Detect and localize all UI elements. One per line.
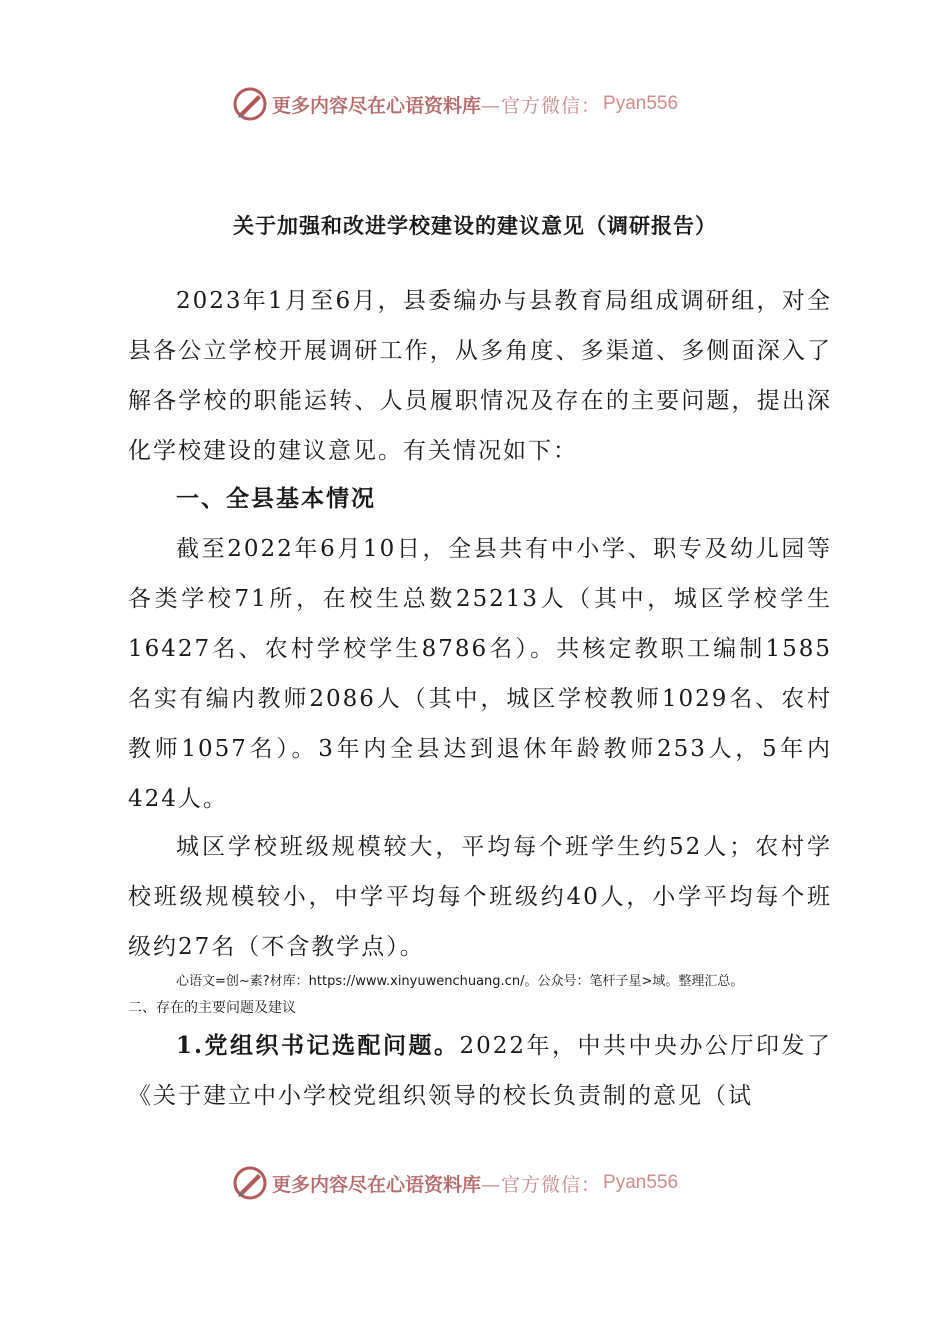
item-1-lead: 1.党组织书记选配问题。 — [176, 1032, 460, 1059]
document-title: 关于加强和改进学校建设的建议意见（调研报告） — [233, 213, 717, 238]
section-1-paragraph-2: 城区学校班级规模较大，平均每个班学生约52人；农村学校班级规模较小，中学平均每个班级约40人，小学平均每个班级约27名（不含教学点）。 — [128, 834, 832, 960]
source-note: 心语文=创~素?材库：https://www.xinyuwenchuang.cn/。公众号：笔杆子星>域。整理汇总。 — [176, 974, 744, 989]
banner-sub-text: —官方微信： — [481, 1173, 602, 1196]
banner-sub-text: —官方微信： — [481, 94, 602, 117]
item-1-text: 2022年，中共中央办公厅印发了《关于建立中小学校党组织领导的校长负责制的意见（试 — [128, 1033, 832, 1109]
banner-wechat-id: Pyan556 — [603, 1172, 679, 1193]
footer-watermark-banner — [232, 1163, 678, 1203]
banner-main-text: 更多内容尽在心语资料库 — [272, 94, 482, 117]
pen-logo-icon — [232, 1165, 268, 1201]
header-watermark-banner — [232, 84, 678, 124]
section-1-paragraph-1: 截至2022年6月10日，全县共有中小学、职专及幼儿园等各类学校71所，在校生总数25213人（其中，城区学校学生16427名、农村学校学生8786名）。共核定教职工编制1585名实有编内教师2086人（其中，城区学校教师1029名、农村教师1057名）。3年内全县达到退休年龄教师253人，5年内424人。 — [128, 536, 832, 812]
pen-logo-icon — [232, 86, 268, 122]
section-2-item-1 — [128, 1021, 832, 1121]
banner-main-text: 更多内容尽在心语资料库 — [272, 1173, 482, 1196]
intro-paragraph: 2023年1月至6月，县委编办与县教育局组成调研组，对全县各公立学校开展调研工作，从多角度、多渠道、多侧面深入了解各学校的职能运转、人员履职情况及存在的主要问题，提出深化学校建设的建议意见。有关情况如下： — [128, 288, 832, 464]
banner-wechat-id: Pyan556 — [603, 93, 679, 114]
section-2-heading: 二、存在的主要问题及建议 — [128, 1000, 296, 1016]
section-1-heading: 一、全县基本情况 — [176, 485, 376, 512]
